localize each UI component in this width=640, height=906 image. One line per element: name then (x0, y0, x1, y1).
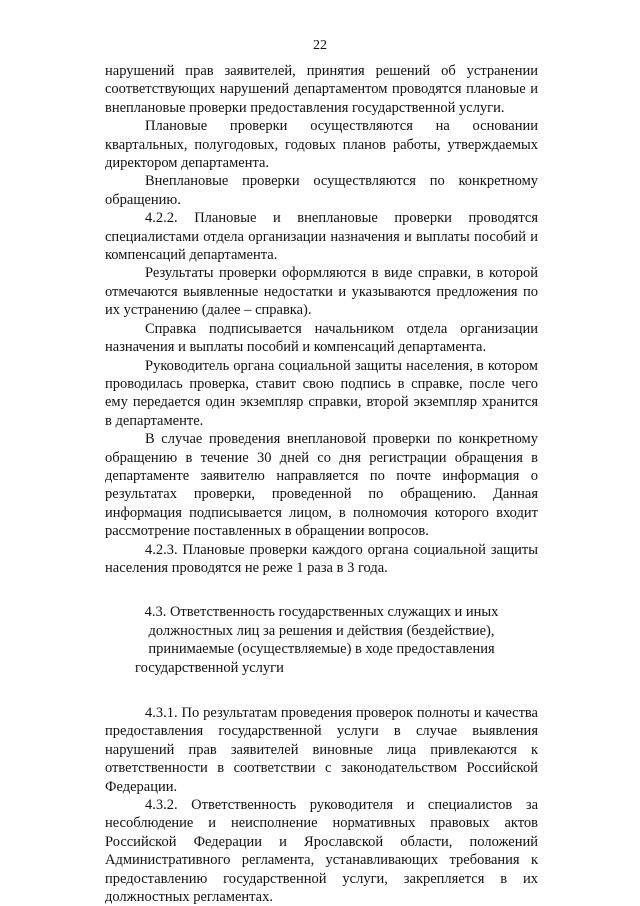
paragraph-4-3-2: 4.3.2. Ответственность руководителя и специалистов за несоблюдение и неисполнение нормативных правовых актов Российской Федерации и Ярославской области, положений Административного регламента, устанавливающих требования к предоставлению государственной услуги, закрепляется в их должностных регламентах. (105, 797, 538, 906)
paragraph-results: Результаты проверки оформляются в виде справки, в которой отмечаются выявленные недостатки и указываются предложения по их устранению (далее – справка). (105, 265, 538, 319)
paragraph-unplanned-checks: Внеплановые проверки осуществляются по конкретному обращению. (105, 173, 538, 208)
paragraph-unplanned-case: В случае проведения внеплановой проверки по конкретному обращению в течение 30 дней со дня регистрации обращения в департаменте заявителю направляется по почте информация о результатах проверки, проведенной по обращению. Данная информация подписывается лицом, в полномочия которого входит рассмотрение поставленных в обращении вопросов. (105, 431, 538, 540)
document-body (105, 62, 538, 906)
paragraph-signature: Справка подписывается начальником отдела организации назначения и выплаты пособий и компенсаций департамента. (105, 320, 538, 356)
paragraph-head-of-body: Руководитель органа социальной защиты населения, в котором проводилась проверка, ставит свою подпись в справке, после чего ему передается один экземпляр справки, второй экземпляр хранится в департаменте. (105, 357, 538, 429)
paragraph-4-2-2: 4.2.2. Плановые и внеплановые проверки проводятся специалистами отдела организации назначения и выплаты пособий и компенсаций департамента. (105, 210, 538, 264)
paragraph-4-2-3: 4.2.3. Плановые проверки каждого органа социальной защиты населения проводятся не реже 1 раза в 3 года. (105, 541, 538, 576)
paragraph-4-3-1: 4.3.1. По результатам проведения проверок полноты и качества предоставления государственной услуги в случае выявления нарушений прав заявителей виновные лица привлекаются к ответственности в соответствии с законодательством Российской Федерации. (105, 705, 538, 795)
section-heading: 4.3. Ответственность государственных служащих и иных должностных лиц за решения и действия (бездействие), принимаемые (осуществляемые) в ходе предоставления государственной услуги (135, 604, 499, 676)
paragraph-continuation: нарушений прав заявителей, принятия решений об устранении соответствующих нарушений департаментом проводятся плановые и внеплановые проверки предоставления государственной услуги. (105, 63, 538, 116)
paragraph-planned-checks: Плановые проверки осуществляются на основании квартальных, полугодовых, годовых планов работы, утверждаемых директором департамента. (105, 118, 538, 172)
page-number: 22 (313, 38, 327, 53)
